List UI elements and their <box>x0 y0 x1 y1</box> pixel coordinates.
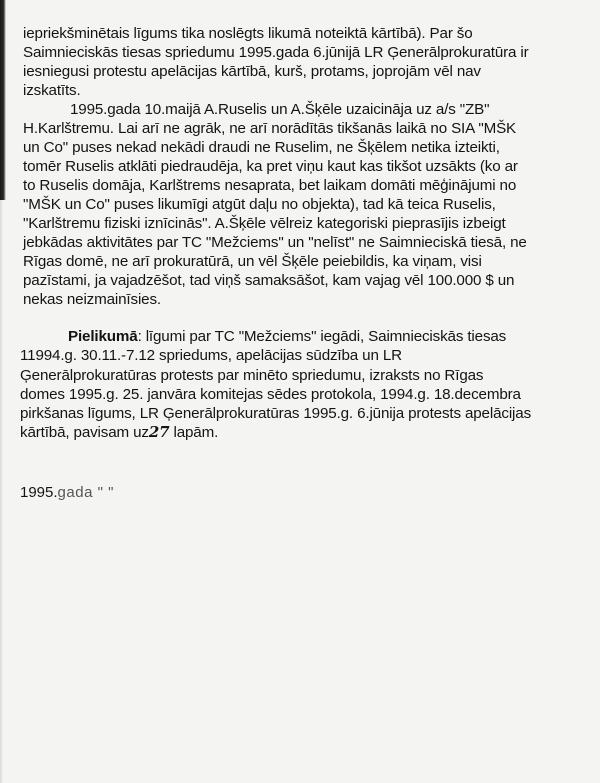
paragraph2-line: pazīstami, ja vajadzēšot, tad viņš samaksāšot, kam vajag vēl 100.000 $ un <box>23 272 515 289</box>
paragraph2-line: "MŠK un Co" puses likumīgi atgūt daļu no objekta), tad kā teica Ruselis, <box>23 196 496 213</box>
paragraph2-line: H.Karlštremu. Lai arī ne agrāk, ne arī norādītās tikšanās laikā no SIA "MŠK <box>23 120 517 137</box>
paragraph2-line: tomēr Ruselis atklāti piedraudēja, ka pret viņu kaut kas tikšot uzsākts (ko ar <box>23 158 518 175</box>
date-line <box>20 484 114 501</box>
attachment-first-line <box>68 327 506 346</box>
date-year: 1995. <box>20 484 58 501</box>
paragraph1-line: izskatīts. <box>23 82 81 99</box>
paragraph2-line: Rīgas domē, ne arī prokuratūrā, un vēl Šķēle peiebildis, ka viņam, visi <box>23 253 482 270</box>
paragraph1-line: iesniegusi protestu apelācijas kārtībā, kurš, protams, joprojām vēl nav <box>23 63 481 80</box>
paragraph1-line: iepriekšminētais līgums tika noslēgts likumā noteiktā kārtībā). Par šo <box>23 25 473 42</box>
attachment-text: lapām. <box>169 424 219 441</box>
date-faint-text: gada " " <box>57 484 114 501</box>
attachment-line: domes 1995.g. 25. janvāra komitejas sēdes protokola, 1994.g. 18.decembra <box>20 386 521 403</box>
scan-shadow-edge <box>0 200 3 783</box>
paragraph2-line: un Co" puses nekad nekādi draudi ne Ruselim, ne Šķēlem netika izteikti, <box>23 139 500 156</box>
paragraph1-line: Saimnieciskās tiesas spriedumu 1995.gada 6.jūnijā LR Ģenerālprokuratūra ir <box>23 44 529 61</box>
attachment-line: Ģenerālprokuratūras protests par minēto spriedumu, izraksts no Rīgas <box>20 367 484 384</box>
paragraph2-line: "Karlštremu fiziski iznīcinās". A.Šķēle vēlreiz kategoriski pieprasījis izbeigt <box>23 215 506 232</box>
handwritten-page-count: 27 <box>148 423 170 441</box>
attachment-label: Pielikumā <box>68 328 138 345</box>
paragraph2-line: jebkādas aktivitātes par TC "Mežciems" un "nelīst" ne Saimnieciskā tiesā, ne <box>23 234 527 251</box>
attachment-text: : līgumi par TC "Mežciems" iegādi, Saimnieciskās tiesas <box>137 328 507 345</box>
paragraph2-line: 1995.gada 10.maijā A.Ruselis un A.Šķēle uzaicināja uz a/s "ZB" <box>70 101 490 118</box>
paragraph2-line: to Ruselis domāja, Karlštrems nesaprata, bet laikam domāti mēģinājumi no <box>23 177 517 194</box>
attachment-text: kārtībā, pavisam uz <box>20 424 149 441</box>
attachment-line: 11994.g. 30.11.-7.12 spriedums, apelācijas sūdzība un LR <box>20 347 402 364</box>
scan-dark-edge <box>0 0 6 200</box>
attachment-last-line <box>20 423 218 442</box>
paragraph2-line: nekas neizmainīsies. <box>23 291 161 308</box>
attachment-line: pirkšanas līgums, LR Ģenerālprokuratūras 1995.g. 6.jūnija protests apelācijas <box>20 405 532 422</box>
